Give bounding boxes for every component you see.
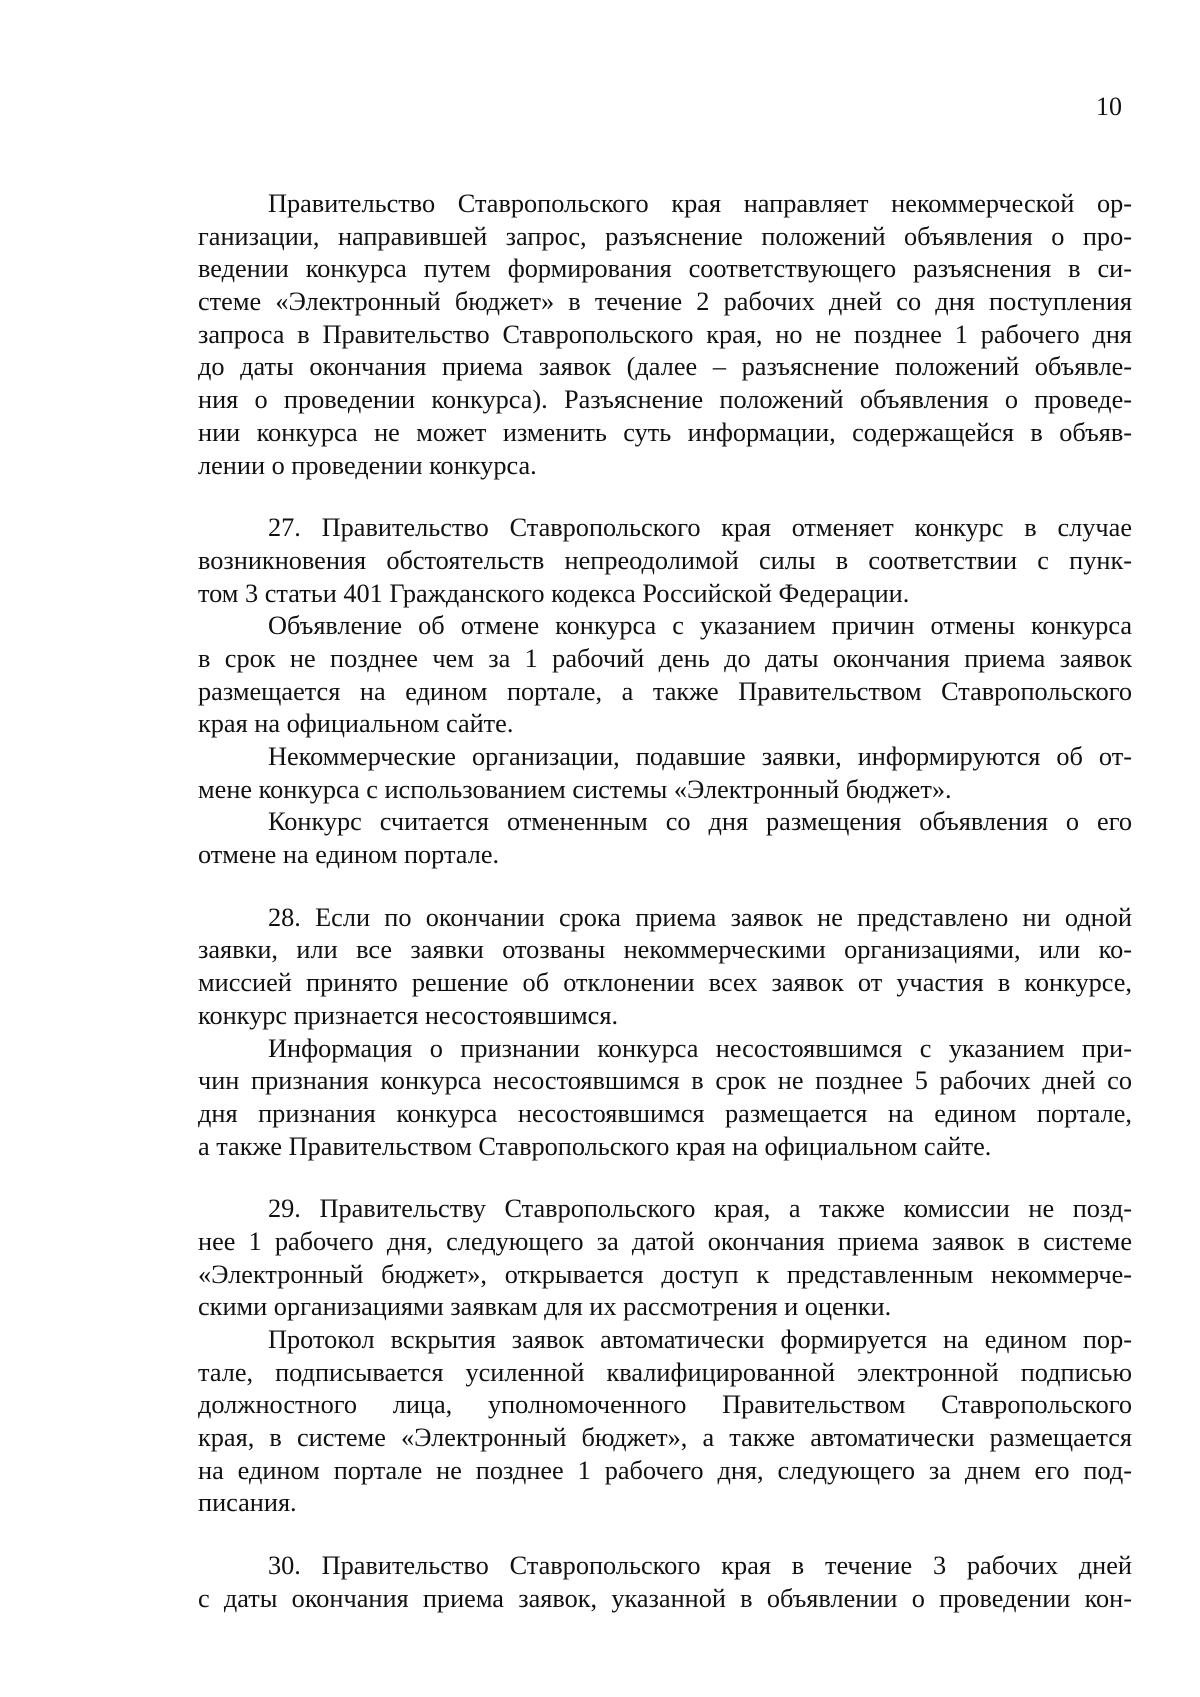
paragraph [198,902,1132,1033]
text-line: писания. [198,1488,297,1518]
text-line: 30. Правительство Ставропольского края в течение 3 рабочих дней [268,1551,1132,1581]
paragraph [198,1550,1132,1615]
text-line: конкурс признается несостоявшимся. [198,1000,619,1030]
text-line: запроса в Правительство Ставропольского края, но не позднее 1 рабочего дня [198,319,1132,349]
text-line: скими организациями заявкам для их рассмотрения и оценки. [198,1292,892,1322]
text-line: 29. Правительству Ставропольского края, а также комиссии не позд- [268,1194,1132,1224]
text-line: в срок не позднее чем за 1 рабочий день до даты окончания приема заявок [198,643,1132,673]
paragraph [198,610,1132,741]
text-line: «Электронный бюджет», открывается доступ к представленным некоммерче- [198,1259,1132,1289]
paragraph-gap [198,1163,1132,1193]
paragraph [198,188,1132,482]
text-line: ганизации, направившей запрос, разъяснение положений объявления о про- [198,221,1132,251]
text-line: ведении конкурса путем формирования соответствующего разъяснения в си- [198,254,1132,284]
text-line: тале, подписывается усиленной квалифицированной электронной подписью [198,1357,1132,1387]
paragraph-gap [198,872,1132,902]
text-line: края на официальном сайте. [198,709,514,739]
text-line: отмене на едином портале. [198,840,500,870]
text-line: с даты окончания приема заявок, указанной в объявлении о проведении кон- [198,1583,1132,1613]
text-line: возникновения обстоятельств непреодолимой силы в соответствии с пунк- [198,545,1132,575]
paragraph-gap [198,1520,1132,1550]
text-line: заявки, или все заявки отозваны некоммерческими организациями, или ко- [198,935,1132,965]
paragraph-gap [198,482,1132,512]
paragraph [198,1193,1132,1324]
paragraph [198,1033,1132,1164]
text-line: Объявление об отмене конкурса с указанием причин отмены конкурса [268,611,1132,641]
text-line: ния о проведении конкурса). Разъяснение положений объявления о проведе- [198,385,1132,415]
document-body [198,188,1132,1616]
text-line: Правительство Ставропольского края направляет некоммерческой ор- [268,189,1132,218]
text-line: Информация о признании конкурса несостоявшимся с указанием при- [268,1033,1132,1063]
text-line: 27. Правительство Ставропольского края отменяет конкурс в случае [268,513,1132,543]
paragraph [198,1324,1132,1520]
text-line: нее 1 рабочего дня, следующего за датой окончания приема заявок в системе [198,1226,1132,1256]
text-line: дня признания конкурса несостоявшимся размещается на едином портале, [198,1098,1132,1128]
text-line: до даты окончания приема заявок (далее – разъяснение положений объявле- [198,352,1132,382]
paragraph [198,512,1132,610]
text-line: размещается на едином портале, а также Правительством Ставропольского [198,676,1132,706]
text-line: на едином портале не позднее 1 рабочего дня, следующего за днем его под- [198,1455,1132,1485]
page-number: 10 [1096,92,1122,121]
text-line: края, в системе «Электронный бюджет», а также автоматически размещается [198,1423,1132,1453]
text-line: стеме «Электронный бюджет» в течение 2 рабочих дней со дня поступления [198,287,1132,317]
text-line: нии конкурса не может изменить суть информации, содержащейся в объяв- [198,417,1132,447]
text-line: том 3 статьи 401 Гражданского кодекса Российской Федерации. [198,578,910,608]
text-line: Конкурс считается отмененным со дня размещения объявления о его [268,807,1132,837]
text-line: должностного лица, уполномоченного Правительством Ставропольского [198,1390,1132,1420]
text-line: миссией принято решение об отклонении всех заявок от участия в конкурсе, [198,968,1132,998]
text-line: 28. Если по окончании срока приема заявок не представлено ни одной [268,902,1132,932]
text-line: чин признания конкурса несостоявшимся в срок не позднее 5 рабочих дней со [198,1066,1132,1096]
text-line: Некоммерческие организации, подавшие заявки, информируются об от- [268,742,1132,771]
text-line: а также Правительством Ставропольского края на официальном сайте. [198,1131,992,1161]
text-line: Протокол вскрытия заявок автоматически формируется на едином пор- [268,1325,1132,1354]
paragraph [198,806,1132,871]
text-line: лении о проведении конкурса. [198,450,537,480]
text-line: мене конкурса с использованием системы «Электронный бюджет». [198,774,952,804]
paragraph [198,741,1132,806]
